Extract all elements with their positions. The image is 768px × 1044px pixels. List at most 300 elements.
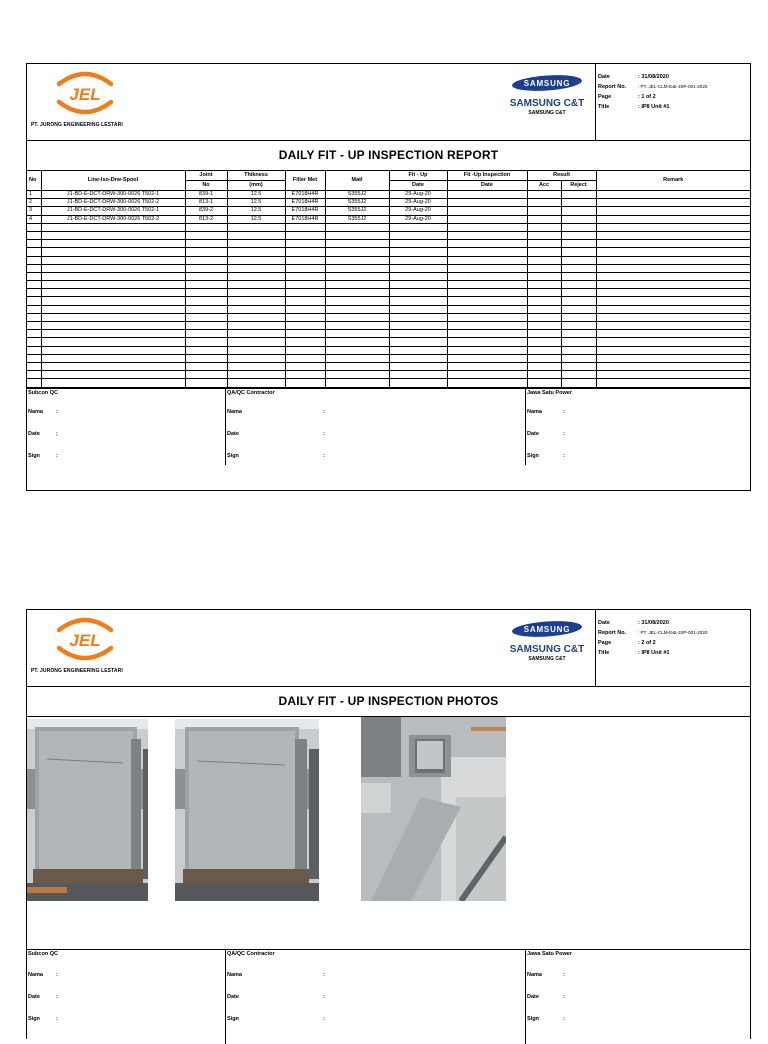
col-inspection-sub: Date [447, 181, 527, 191]
empty-cell [527, 264, 561, 272]
empty-cell [596, 322, 750, 330]
empty-cell [285, 264, 325, 272]
empty-cell [527, 313, 561, 321]
contractor-date: Date : [227, 430, 325, 437]
empty-cell [561, 371, 596, 379]
empty-cell [447, 256, 527, 264]
empty-cell [325, 305, 389, 313]
empty-cell [325, 240, 389, 248]
cell-no: 1 [27, 191, 41, 199]
empty-cell [325, 362, 389, 370]
title-value: : IP8 Unit #1 [638, 650, 670, 656]
empty-cell [27, 281, 41, 289]
empty-cell [325, 330, 389, 338]
empty-cell [227, 256, 285, 264]
empty-cell [561, 281, 596, 289]
empty-cell [27, 313, 41, 321]
empty-cell [325, 346, 389, 354]
jel-logo [53, 616, 117, 662]
empty-cell [185, 264, 227, 272]
empty-cell [41, 240, 185, 248]
cell-no: 2 [27, 199, 41, 207]
empty-cell [527, 338, 561, 346]
empty-cell [389, 264, 447, 272]
empty-cell [185, 362, 227, 370]
empty-cell [389, 313, 447, 321]
table-row [27, 240, 750, 248]
empty-cell [596, 264, 750, 272]
col-inspection: Fit -Up Inspection [447, 171, 527, 181]
empty-cell [596, 305, 750, 313]
table-row [27, 313, 750, 321]
empty-cell [596, 272, 750, 280]
empty-cell [389, 346, 447, 354]
empty-cell [561, 272, 596, 280]
table-row [27, 223, 750, 231]
table-row [27, 215, 750, 223]
jel-logo-text: JEL [69, 85, 101, 104]
empty-cell [185, 338, 227, 346]
empty-cell [561, 362, 596, 370]
empty-cell [41, 256, 185, 264]
inspection-photos-sheet [26, 609, 751, 1039]
empty-cell [447, 223, 527, 231]
title-label: Title [598, 650, 610, 656]
date-value: : 31/08/2020 [638, 620, 669, 626]
table-row [27, 207, 750, 215]
empty-cell [527, 305, 561, 313]
owner-date: Date : [527, 430, 565, 437]
empty-cell [41, 354, 185, 362]
empty-cell [227, 379, 285, 387]
samsung-logo [497, 621, 597, 662]
cell-thk: 12.5 [227, 191, 285, 199]
empty-cell [27, 371, 41, 379]
subcon-date: Date : [28, 994, 58, 1000]
signature-owner [525, 950, 753, 1044]
empty-cell [596, 289, 750, 297]
empty-cell [227, 240, 285, 248]
contractor-sign: Sign : [227, 1016, 325, 1022]
contractor-date: Date : [227, 994, 325, 1000]
col-joint: Joint [185, 171, 227, 181]
empty-cell [389, 256, 447, 264]
subcon-name: Nama : [28, 972, 58, 978]
table-row [27, 362, 750, 370]
empty-cell [27, 272, 41, 280]
empty-cell [527, 371, 561, 379]
empty-cell [527, 289, 561, 297]
cell-line: J1-BD-E-DCT-DRW-300-0026 T502-1 [41, 191, 185, 199]
empty-cell [185, 256, 227, 264]
empty-cell [285, 322, 325, 330]
date-label: Date [598, 74, 610, 80]
empty-cell [527, 248, 561, 256]
empty-cell [227, 289, 285, 297]
empty-cell [41, 248, 185, 256]
page-label: Page [598, 640, 612, 646]
empty-cell [285, 223, 325, 231]
empty-cell [596, 199, 750, 207]
empty-cell [561, 223, 596, 231]
empty-cell [527, 207, 561, 215]
empty-cell [561, 248, 596, 256]
client-name: SAMSUNG C&T [509, 644, 585, 655]
empty-cell [596, 371, 750, 379]
photo-area [27, 717, 750, 949]
empty-cell [185, 305, 227, 313]
table-row [27, 297, 750, 305]
empty-cell [389, 330, 447, 338]
empty-cell [561, 191, 596, 199]
empty-cell [447, 338, 527, 346]
contractor-name: Nama : [227, 408, 325, 415]
empty-cell [325, 354, 389, 362]
empty-cell [41, 231, 185, 239]
cell-line: J1-BD-E-DCT-DRW-300-0026 T502-2 [41, 215, 185, 223]
empty-cell [561, 256, 596, 264]
empty-cell [389, 305, 447, 313]
signature-contractor [225, 950, 526, 1044]
empty-cell [325, 256, 389, 264]
empty-cell [325, 338, 389, 346]
col-matl: Matl [325, 171, 389, 191]
empty-cell [285, 346, 325, 354]
col-fitup-sub: Date [389, 181, 447, 191]
empty-cell [389, 248, 447, 256]
empty-cell [285, 281, 325, 289]
empty-cell [227, 346, 285, 354]
cell-filler: E7018H4R [285, 207, 325, 215]
empty-cell [185, 354, 227, 362]
date-value: : 31/08/2020 [638, 74, 669, 80]
report-title: DAILY FIT - UP INSPECTION REPORT [27, 141, 750, 171]
empty-cell [447, 215, 527, 223]
empty-cell [185, 322, 227, 330]
empty-cell [527, 240, 561, 248]
empty-cell [561, 215, 596, 223]
empty-cell [447, 289, 527, 297]
empty-cell [227, 223, 285, 231]
empty-cell [227, 281, 285, 289]
empty-cell [285, 240, 325, 248]
empty-cell [285, 272, 325, 280]
empty-cell [285, 231, 325, 239]
empty-cell [389, 223, 447, 231]
empty-cell [561, 305, 596, 313]
title-label: Title [598, 104, 610, 110]
empty-cell [447, 346, 527, 354]
empty-cell [27, 231, 41, 239]
empty-cell [447, 231, 527, 239]
empty-cell [185, 248, 227, 256]
empty-cell [389, 281, 447, 289]
empty-cell [227, 313, 285, 321]
empty-cell [596, 231, 750, 239]
photos-signature-block [27, 949, 750, 1044]
empty-cell [527, 191, 561, 199]
empty-cell [527, 215, 561, 223]
empty-cell [527, 330, 561, 338]
contractor-label: QA/QC Contractor [227, 389, 275, 396]
empty-cell [596, 215, 750, 223]
photos-meta [595, 610, 752, 686]
cell-line: J1-BD-E-DCT-DRW-300-0026 T502-2 [41, 199, 185, 207]
empty-cell [527, 272, 561, 280]
empty-cell [27, 223, 41, 231]
empty-cell [325, 223, 389, 231]
empty-cell [41, 330, 185, 338]
empty-cell [447, 322, 527, 330]
empty-cell [227, 354, 285, 362]
empty-cell [596, 346, 750, 354]
empty-cell [227, 371, 285, 379]
empty-cell [285, 379, 325, 387]
empty-cell [389, 272, 447, 280]
col-thickness: Thikness [227, 171, 285, 181]
table-row [27, 256, 750, 264]
empty-cell [389, 289, 447, 297]
empty-cell [389, 362, 447, 370]
fitup-photo-1 [27, 719, 148, 901]
company-caption: PT. JURONG ENGINEERING LESTARI [31, 122, 123, 128]
empty-cell [227, 264, 285, 272]
cell-thk: 12.5 [227, 199, 285, 207]
col-fitup: Fit - Up [389, 171, 447, 181]
empty-cell [27, 305, 41, 313]
empty-cell [527, 379, 561, 387]
title-value: : IP8 Unit #1 [638, 104, 670, 110]
signature-block [27, 388, 750, 465]
empty-cell [41, 346, 185, 354]
empty-cell [185, 313, 227, 321]
report-no-value: : PT. JEL-CLM-E&I-JSP-001-2020 [638, 84, 708, 89]
empty-cell [561, 354, 596, 362]
empty-cell [596, 191, 750, 199]
empty-cell [285, 305, 325, 313]
empty-cell [561, 264, 596, 272]
empty-cell [527, 362, 561, 370]
date-label: Date [598, 620, 610, 626]
empty-cell [596, 223, 750, 231]
page-label: Page [598, 94, 612, 100]
table-row [27, 272, 750, 280]
subcon-sign: Sign : [28, 452, 58, 459]
empty-cell [527, 297, 561, 305]
empty-cell [325, 231, 389, 239]
cell-matl: S355J2 [325, 191, 389, 199]
subcon-name: Nama : [28, 408, 58, 415]
empty-cell [41, 362, 185, 370]
owner-label: Jawa Satu Power [527, 951, 572, 957]
table-row [27, 191, 750, 199]
empty-cell [41, 313, 185, 321]
report-no-value: : PT. JEL-CLM-E&I-JSP-001-2020 [638, 630, 708, 635]
empty-cell [447, 330, 527, 338]
empty-cell [447, 264, 527, 272]
empty-cell [325, 379, 389, 387]
table-row [27, 338, 750, 346]
empty-cell [561, 199, 596, 207]
empty-cell [185, 330, 227, 338]
col-no: No [27, 171, 41, 191]
empty-cell [447, 297, 527, 305]
client-sub: SAMSUNG C&T [528, 110, 566, 116]
signature-contractor [225, 389, 526, 465]
subcon-date: Date ; [28, 430, 58, 437]
empty-cell [227, 362, 285, 370]
empty-cell [227, 338, 285, 346]
empty-cell [561, 338, 596, 346]
empty-cell [527, 346, 561, 354]
table-row [27, 289, 750, 297]
cell-matl: S355J2 [325, 199, 389, 207]
empty-cell [41, 338, 185, 346]
table-row [27, 281, 750, 289]
fitup-photo-3 [361, 717, 506, 901]
empty-cell [325, 313, 389, 321]
empty-cell [185, 346, 227, 354]
empty-cell [227, 305, 285, 313]
empty-cell [596, 313, 750, 321]
empty-cell [447, 191, 527, 199]
empty-cell [561, 297, 596, 305]
cell-line: J1-BD-E-DCT-DRW-300-0026 T502-1 [41, 207, 185, 215]
table-row [27, 322, 750, 330]
cell-joint: 839-1 [185, 191, 227, 199]
table-row [27, 379, 750, 387]
empty-cell [561, 330, 596, 338]
empty-cell [227, 248, 285, 256]
report-no-label: Report No. [598, 84, 627, 90]
empty-cell [561, 289, 596, 297]
photos-title: DAILY FIT - UP INSPECTION PHOTOS [27, 687, 750, 717]
empty-cell [185, 281, 227, 289]
empty-cell [389, 371, 447, 379]
contractor-label: QA/QC Contractor [227, 951, 275, 957]
empty-cell [227, 231, 285, 239]
inspection-report-sheet [26, 63, 751, 491]
empty-cell [227, 322, 285, 330]
subcon-sign: Sign : [28, 1016, 58, 1022]
empty-cell [27, 240, 41, 248]
empty-cell [227, 297, 285, 305]
col-thickness-sub: (mm) [227, 181, 285, 191]
cell-no: 3 [27, 207, 41, 215]
samsung-oval-icon [511, 75, 583, 91]
svg-text:SAMSUNG: SAMSUNG [523, 625, 571, 634]
col-acc: Acc [527, 181, 561, 191]
empty-cell [596, 338, 750, 346]
empty-cell [27, 346, 41, 354]
jel-logo [53, 70, 117, 116]
empty-cell [447, 281, 527, 289]
signature-owner [525, 389, 753, 465]
empty-cell [389, 354, 447, 362]
empty-cell [389, 297, 447, 305]
empty-cell [447, 354, 527, 362]
empty-cell [227, 330, 285, 338]
empty-cell [285, 354, 325, 362]
empty-cell [561, 207, 596, 215]
empty-cell [285, 371, 325, 379]
empty-cell [27, 297, 41, 305]
table-row [27, 264, 750, 272]
empty-cell [596, 248, 750, 256]
col-line: Line-Iso-Drw-Spool [41, 171, 185, 191]
empty-cell [596, 330, 750, 338]
empty-cell [27, 256, 41, 264]
empty-cell [27, 338, 41, 346]
empty-cell [447, 371, 527, 379]
empty-cell [527, 354, 561, 362]
empty-cell [41, 322, 185, 330]
empty-cell [285, 362, 325, 370]
empty-cell [561, 322, 596, 330]
empty-cell [41, 371, 185, 379]
empty-cell [41, 281, 185, 289]
empty-cell [447, 362, 527, 370]
empty-cell [185, 297, 227, 305]
empty-cell [27, 322, 41, 330]
owner-label: Jawa Satu Power [527, 389, 572, 396]
cell-fitup: 29-Aug-20 [389, 191, 447, 199]
cell-filler: E7018H4R [285, 191, 325, 199]
empty-cell [596, 362, 750, 370]
empty-cell [447, 207, 527, 215]
signature-subcon [27, 950, 225, 1044]
cell-no: 4 [27, 215, 41, 223]
empty-cell [596, 379, 750, 387]
empty-cell [185, 289, 227, 297]
empty-cell [389, 240, 447, 248]
col-filler: Filler Met [285, 171, 325, 191]
signature-subcon [27, 389, 225, 465]
table-row [27, 346, 750, 354]
empty-cell [41, 289, 185, 297]
empty-cell [41, 272, 185, 280]
empty-cell [41, 223, 185, 231]
empty-cell [596, 207, 750, 215]
cell-matl: S355J2 [325, 215, 389, 223]
empty-cell [185, 223, 227, 231]
empty-cell [325, 322, 389, 330]
owner-name: Nama : [527, 972, 565, 978]
empty-cell [185, 379, 227, 387]
cell-thk: 12.5 [227, 215, 285, 223]
table-row [27, 330, 750, 338]
empty-cell [325, 289, 389, 297]
inspection-table [27, 171, 750, 388]
empty-cell [27, 362, 41, 370]
table-row [27, 231, 750, 239]
empty-cell [285, 256, 325, 264]
empty-cell [447, 379, 527, 387]
col-reject: Reject [561, 181, 596, 191]
empty-cell [389, 322, 447, 330]
col-result: Result [527, 171, 596, 181]
empty-cell [447, 199, 527, 207]
empty-cell [527, 256, 561, 264]
empty-cell [561, 231, 596, 239]
page-value: : 2 of 2 [638, 640, 656, 646]
empty-cell [596, 297, 750, 305]
empty-cell [285, 289, 325, 297]
empty-cell [285, 248, 325, 256]
cell-matl: S355J2 [325, 207, 389, 215]
empty-cell [447, 240, 527, 248]
cell-fitup: 29-Aug-20 [389, 199, 447, 207]
